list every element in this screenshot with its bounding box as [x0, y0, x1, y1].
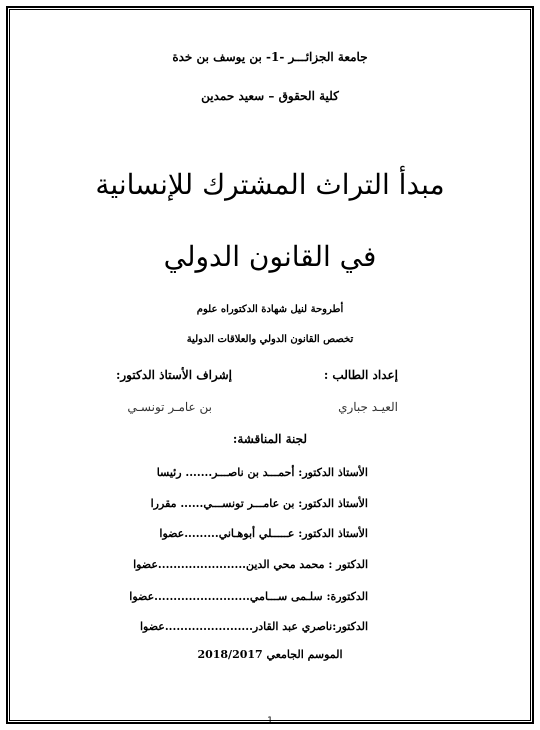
supervisor-name: بن عامـر تونسـي: [127, 400, 212, 414]
faculty-name: كلية الحقوق – سعيد حمدين: [201, 89, 339, 103]
degree-line: أطروحة لنيل شهادة الدكتوراه علوم: [196, 304, 344, 315]
university-name: جامعة الجزائـــر -1- بن يوسف بن خدة: [172, 50, 368, 64]
committee-member: الدكتور:ناصري عبد القادر.......................عضوا: [140, 620, 368, 633]
page-number: 1: [267, 716, 273, 726]
academic-year: الموسم الجامعي 2018/2017: [197, 648, 343, 661]
committee-member: الدكتور : محمد محي الدين.......................عضوا: [133, 558, 368, 571]
page-border-inner: [9, 9, 531, 721]
committee-title: لجنة المناقشة:: [232, 432, 308, 446]
committee-member: الأستاذ الدكتور: عـــــلي أبوهـاني.........عضوا: [159, 527, 368, 540]
student-name: العيـد جباري: [338, 400, 398, 414]
thesis-title-line-1: مبدأ التراث المشترك للإنسانية: [95, 168, 445, 201]
thesis-title-line-2: في القانون الدولي: [163, 240, 377, 273]
committee-member: الدكتورة: سلـمى ســـامي.........................عضوا: [129, 590, 368, 603]
supervisor-label: إشراف الأستاذ الدكتور:: [115, 368, 232, 382]
student-label: إعداد الطالب :: [323, 368, 398, 382]
committee-member: الأستاذ الدكتور: بن عامـــر تونســـي...... مقررا: [150, 497, 368, 510]
committee-member: الأستاذ الدكتور: أحمـــد بن ناصـــر....... رئيسا: [156, 466, 368, 479]
specialty-line: تخصص القانون الدولي والعلاقات الدولية: [186, 334, 354, 345]
